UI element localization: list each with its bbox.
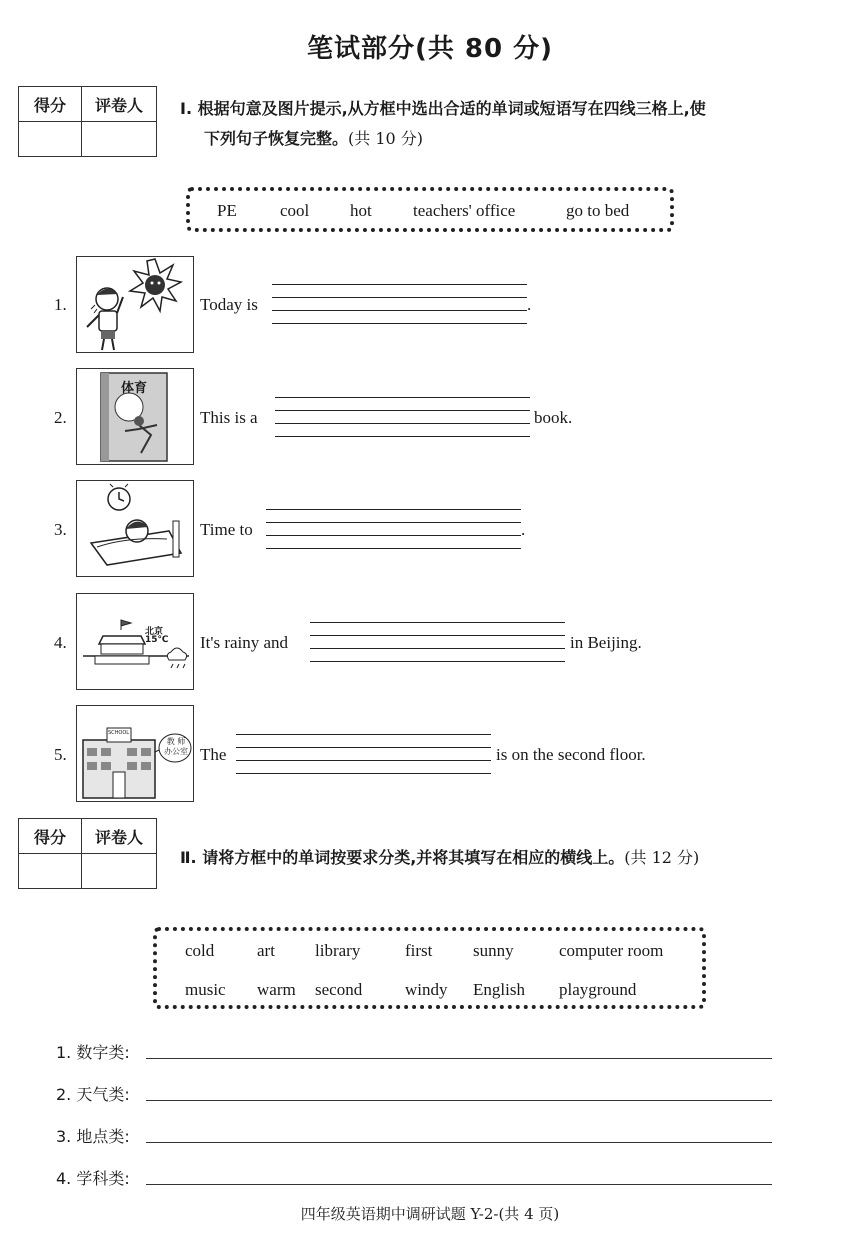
- word-bank-item: go to bed: [566, 201, 630, 220]
- bed-illustration: [77, 481, 194, 577]
- picture-pe-book: [76, 368, 194, 465]
- word-bank-item: computer room: [559, 941, 664, 960]
- sentence-before: Today is: [200, 295, 258, 314]
- grader-label: 评卷人: [82, 87, 157, 122]
- writing-line: [236, 747, 491, 748]
- score-label: 得分: [19, 87, 82, 122]
- sentence-before: Time to: [200, 520, 253, 539]
- word-bank-item: teachers' office: [413, 201, 516, 220]
- writing-line: [310, 661, 565, 662]
- word-bank-item: PE: [217, 201, 237, 220]
- writing-line: [310, 648, 565, 649]
- question-number: 2.: [54, 408, 67, 427]
- answer-line[interactable]: [146, 1142, 772, 1143]
- writing-line: [275, 423, 530, 424]
- writing-line: [236, 773, 491, 774]
- score-box-part2: [18, 818, 157, 889]
- school-sign: SCHOOL: [108, 730, 130, 736]
- part1-instruction-line1: Ⅰ. 根据句意及图片提示,从方框中选出合适的单词或短语写在四线三格上,使: [180, 99, 706, 118]
- category-label: 2. 天气类:: [56, 1085, 130, 1104]
- answer-line[interactable]: [146, 1058, 772, 1059]
- category-label: 1. 数字类:: [56, 1043, 130, 1062]
- writing-line: [272, 323, 527, 324]
- writing-line: [272, 310, 527, 311]
- writing-line: [272, 284, 527, 285]
- picture-hot-sun: [76, 256, 194, 353]
- writing-line: [236, 760, 491, 761]
- office-sign-line2: 办公室: [164, 747, 188, 756]
- word-bank-item: English: [473, 980, 525, 999]
- page-footer: 四年级英语期中调研试题 Y-2-(共 4 页): [300, 1205, 560, 1223]
- part1-points: (共 10 分): [348, 129, 424, 148]
- score-label: 得分: [19, 819, 82, 854]
- hot-sun-illustration: [77, 257, 194, 353]
- question-number: 1.: [54, 295, 67, 314]
- part1-instruction-line2: 下列句子恢复完整。: [204, 129, 349, 148]
- word-bank-item: art: [257, 941, 275, 960]
- sentence-before: It's rainy and: [200, 633, 289, 652]
- tiananmen-illustration: [77, 594, 194, 690]
- picture-beijing-weather: [76, 593, 194, 690]
- picture-school-office: [76, 705, 194, 802]
- question-number: 5.: [54, 745, 67, 764]
- sentence-after: is on the second floor.: [496, 745, 646, 764]
- sentence-before: The: [200, 745, 227, 764]
- city-label: 北京: [145, 627, 164, 637]
- word-bank-item: windy: [405, 980, 448, 999]
- writing-line: [266, 548, 521, 549]
- sentence-after: book.: [534, 408, 573, 427]
- word-bank-item: first: [405, 941, 433, 960]
- sentence-after: .: [527, 295, 532, 314]
- sentence-before: This is a: [200, 408, 258, 427]
- word-bank-item: sunny: [473, 941, 514, 960]
- score-cell[interactable]: [19, 854, 82, 889]
- office-sign: [161, 737, 191, 757]
- word-bank-item: music: [185, 980, 226, 999]
- picture-go-to-bed: [76, 480, 194, 577]
- category-label: 3. 地点类:: [56, 1127, 130, 1146]
- writing-line: [275, 436, 530, 437]
- part2-instruction-text: Ⅱ. 请将方框中的单词按要求分类,并将其填写在相应的横线上。: [180, 848, 625, 867]
- word-bank-item: warm: [257, 980, 296, 999]
- page-title: 笔试部分(共 80 分): [306, 34, 554, 64]
- pe-book-label: 体育: [120, 381, 147, 396]
- office-sign-line1: 教 师: [166, 737, 186, 746]
- word-bank-item: cool: [280, 201, 310, 220]
- grader-label: 评卷人: [82, 819, 157, 854]
- writing-line: [272, 297, 527, 298]
- sentence-after: in Beijing.: [570, 633, 642, 652]
- category-label: 4. 学科类:: [56, 1169, 130, 1188]
- writing-line: [275, 397, 530, 398]
- writing-line: [236, 734, 491, 735]
- temperature-label: 15℃: [145, 635, 169, 645]
- writing-line: [310, 635, 565, 636]
- grader-cell[interactable]: [82, 122, 157, 157]
- sentence-after: .: [521, 520, 526, 539]
- score-cell[interactable]: [19, 122, 82, 157]
- answer-line[interactable]: [146, 1184, 772, 1185]
- writing-line: [275, 410, 530, 411]
- word-bank-part2: [153, 927, 706, 1009]
- question-number: 3.: [54, 520, 67, 539]
- part1-instruction: [180, 94, 850, 154]
- word-bank-item: cold: [185, 941, 215, 960]
- writing-line: [310, 622, 565, 623]
- word-bank-item: hot: [350, 201, 372, 220]
- writing-line: [266, 535, 521, 536]
- writing-line: [266, 522, 521, 523]
- question-number: 4.: [54, 633, 67, 652]
- word-bank-part1: [186, 187, 674, 232]
- writing-line: [266, 509, 521, 510]
- grader-cell[interactable]: [82, 854, 157, 889]
- word-bank-item: second: [315, 980, 363, 999]
- part2-instruction: [180, 843, 850, 873]
- word-bank-item: library: [315, 941, 361, 960]
- score-box-part1: [18, 86, 157, 157]
- word-bank-item: playground: [559, 980, 637, 999]
- answer-line[interactable]: [146, 1100, 772, 1101]
- part2-points: (共 12 分): [624, 848, 700, 867]
